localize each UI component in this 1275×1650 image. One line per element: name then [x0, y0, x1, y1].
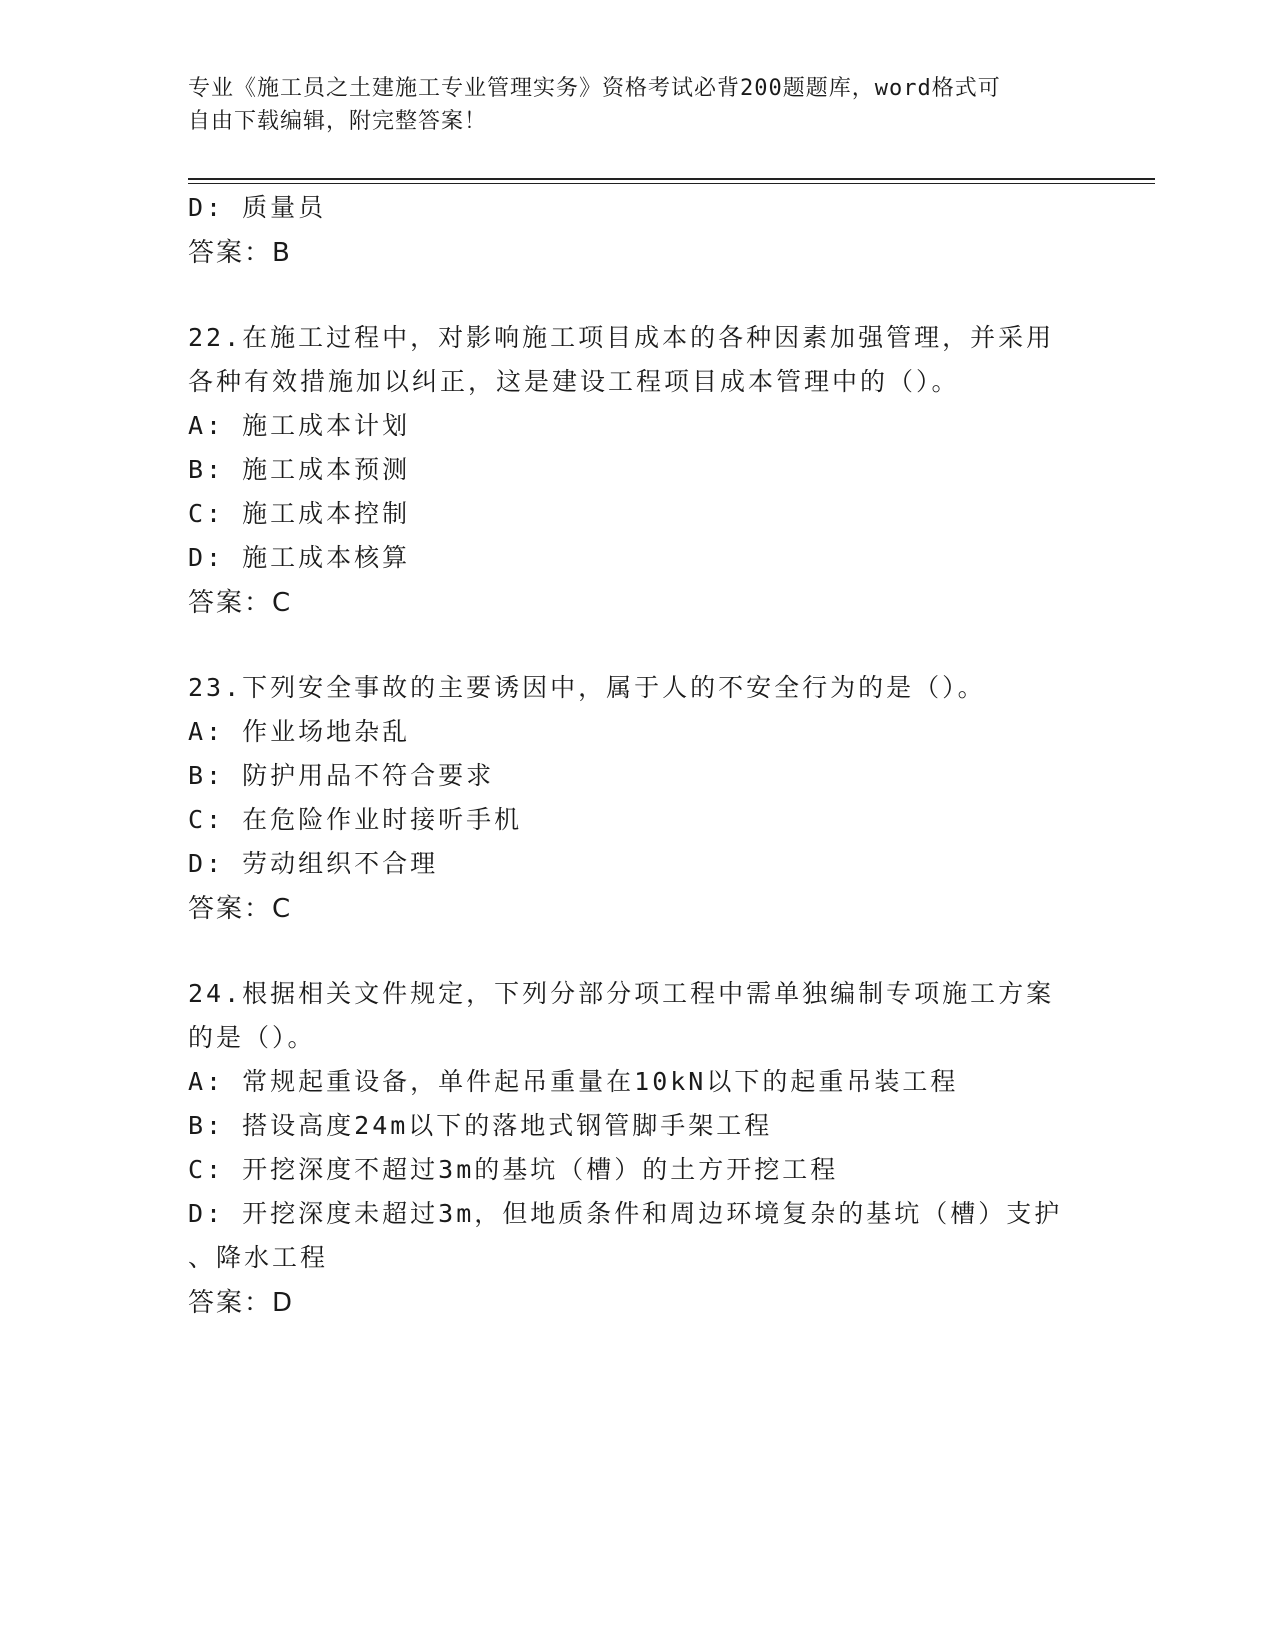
q23-option-b: B: 防护用品不符合要求: [188, 761, 495, 790]
q22-option-b: B: 施工成本预测: [188, 455, 411, 484]
q22-option-c: C: 施工成本控制: [188, 499, 411, 528]
q22-stem-line-2: 各种有效措施加以纠正，这是建设工程项目成本管理中的（）。: [188, 367, 960, 396]
prev-option-d: D: 质量员: [188, 193, 327, 222]
header-divider-thin: [188, 183, 1155, 184]
q23-stem-line-1: 23.下列安全事故的主要诱因中，属于人的不安全行为的是（）。: [188, 673, 986, 702]
page-header: [188, 72, 1088, 138]
q22-stem-line-1: 22.在施工过程中，对影响施工项目成本的各种因素加强管理，并采用: [188, 323, 1055, 352]
header-line-1: 专业《施工员之土建施工专业管理实务》资格考试必背200题题库，word格式可: [188, 76, 1001, 101]
q23-answer: 答案：C: [188, 894, 293, 924]
header-line-2: 自由下载编辑，附完整答案！: [188, 109, 488, 134]
q23-option-c: C: 在危险作业时接听手机: [188, 805, 523, 834]
prev-answer: 答案：B: [188, 238, 292, 268]
q24-stem-line-2: 的是（）。: [188, 1023, 316, 1052]
q24-stem-line-1: 24.根据相关文件规定，下列分部分项工程中需单独编制专项施工方案: [188, 979, 1055, 1008]
q22-option-d: D: 施工成本核算: [188, 543, 411, 572]
q24-option-d-line-1: D: 开挖深度未超过3m，但地质条件和周边环境复杂的基坑（槽）支护: [188, 1199, 1063, 1228]
q24-option-b: B: 搭设高度24m以下的落地式钢管脚手架工程: [188, 1111, 773, 1140]
q24-option-c: C: 开挖深度不超过3m的基坑（槽）的土方开挖工程: [188, 1155, 839, 1184]
q24-option-a: A: 常规起重设备，单件起吊重量在10kN以下的起重吊装工程: [188, 1067, 959, 1096]
header-divider-thick: [188, 178, 1155, 180]
q22-answer: 答案：C: [188, 588, 293, 618]
q24-option-d-line-2: 、降水工程: [188, 1243, 329, 1272]
q23-option-d: D: 劳动组织不合理: [188, 849, 439, 878]
q24-answer: 答案：D: [188, 1288, 295, 1318]
q23-option-a: A: 作业场地杂乱: [188, 717, 411, 746]
q22-option-a: A: 施工成本计划: [188, 411, 411, 440]
